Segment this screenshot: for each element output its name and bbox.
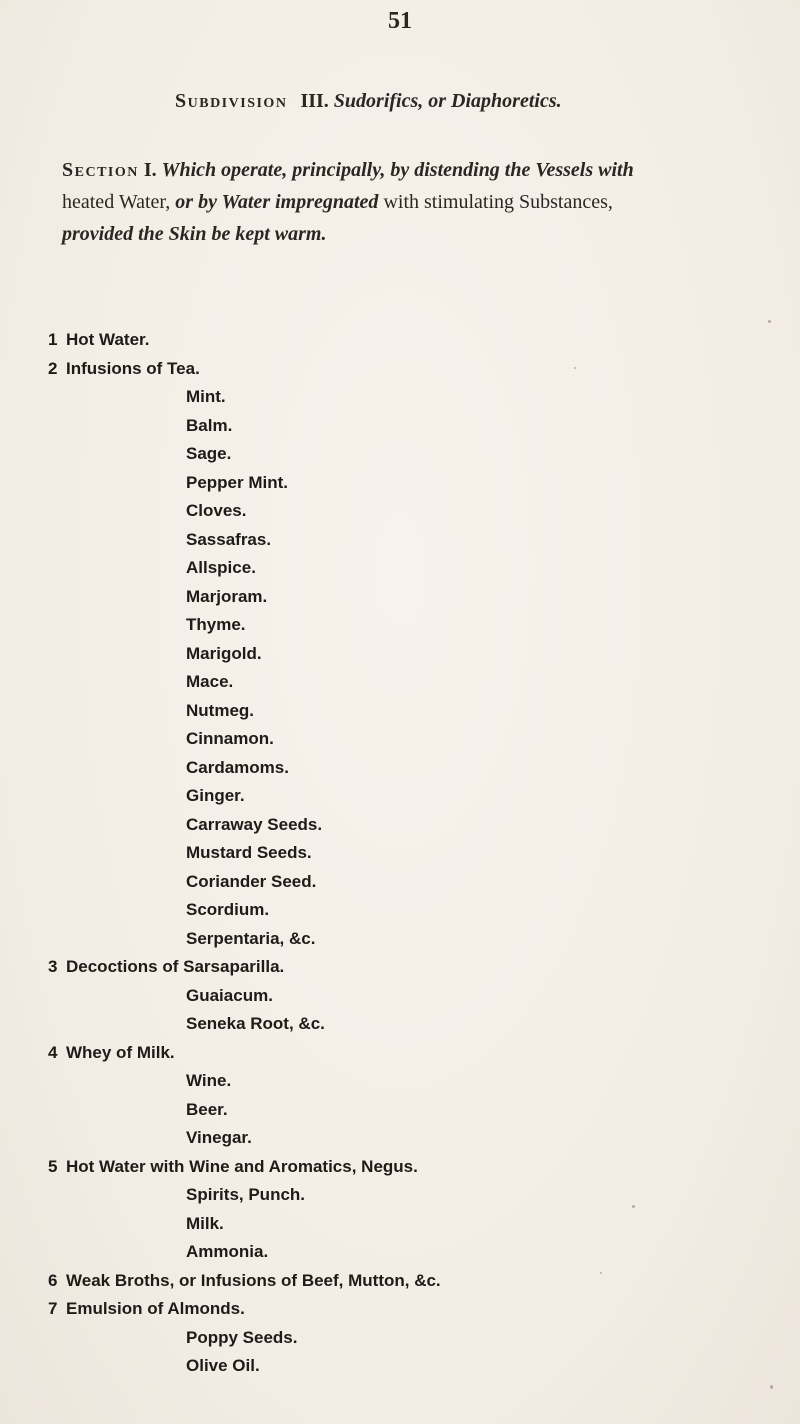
subdivision-label: Subdivision bbox=[175, 90, 288, 112]
section-number: I. bbox=[143, 159, 157, 181]
item-number: 2 bbox=[48, 358, 58, 378]
section-label: Section bbox=[62, 159, 139, 181]
item-subentry: Mustard Seeds. bbox=[186, 843, 312, 862]
item-subentry: Guaiacum. bbox=[186, 985, 273, 1005]
item-subentry: Carraway Seeds. bbox=[186, 814, 323, 834]
item-number: 4 bbox=[48, 1042, 58, 1062]
item-subentry: Wine. bbox=[186, 1071, 232, 1090]
item-subentry: Sage. bbox=[186, 444, 232, 463]
paper-speck bbox=[600, 1272, 602, 1274]
item-subentry: Ammonia. bbox=[186, 1242, 269, 1261]
item-text: Hot Water with Wine and Aromatics, Negus. bbox=[66, 1156, 418, 1176]
item-subentry: Milk. bbox=[186, 1213, 224, 1233]
section-title-part-1: Which operate, principally, by distending the Vessels with bbox=[161, 159, 634, 181]
item-number: 3 bbox=[48, 957, 58, 976]
item-subentry: Coriander Seed. bbox=[186, 871, 317, 891]
item-subentry: Pepper Mint. bbox=[186, 472, 289, 492]
paper-speck bbox=[574, 367, 576, 369]
item-subentry: Thyme. bbox=[186, 615, 246, 634]
item-text: Infusions of Tea. bbox=[66, 358, 200, 378]
item-number: 5 bbox=[48, 1156, 58, 1176]
item-subentry: Cinnamon. bbox=[186, 729, 274, 748]
item-text: Whey of Milk. bbox=[66, 1042, 175, 1062]
item-text: Decoctions of Sarsaparilla. bbox=[66, 957, 285, 976]
item-subentry: Cardamoms. bbox=[186, 757, 289, 777]
item-subentry: Allspice. bbox=[186, 558, 256, 577]
item-subentry: Mint. bbox=[186, 387, 226, 406]
item-subentry: Sassafras. bbox=[186, 529, 272, 549]
item-subentry: Poppy Seeds. bbox=[186, 1327, 298, 1347]
item-number: 7 bbox=[48, 1299, 58, 1318]
item-text: Hot Water. bbox=[66, 330, 150, 349]
section-line-3: provided the Skin be kept warm. bbox=[62, 223, 327, 245]
item-text: Weak Broths, or Infusions of Beef, Mutton, &c. bbox=[66, 1270, 441, 1290]
item-subentry: Ginger. bbox=[186, 786, 245, 805]
item-subentry: Cloves. bbox=[186, 501, 247, 520]
section-text-a: heated Water, bbox=[62, 191, 171, 213]
item-subentry: Serpentaria, &c. bbox=[186, 928, 316, 948]
item-subentry: Nutmeg. bbox=[186, 700, 254, 720]
section-line-1 bbox=[62, 154, 792, 186]
paper-speck bbox=[768, 320, 771, 323]
item-subentry: Olive Oil. bbox=[186, 1356, 260, 1375]
page-number: 51 bbox=[388, 8, 412, 34]
item-subentry: Mace. bbox=[186, 672, 234, 691]
section-text-b: or by Water impregnated bbox=[175, 191, 379, 213]
paper-speck bbox=[632, 1205, 635, 1208]
item-subentry: Beer. bbox=[186, 1099, 228, 1119]
item-subentry: Vinegar. bbox=[186, 1128, 252, 1147]
item-number: 6 bbox=[48, 1270, 58, 1290]
item-text: Emulsion of Almonds. bbox=[66, 1299, 245, 1318]
item-number: 1 bbox=[48, 330, 58, 349]
item-subentry: Marjoram. bbox=[186, 586, 268, 606]
subdivision-heading bbox=[175, 90, 562, 113]
section-line-2 bbox=[62, 186, 792, 218]
item-subentry: Marigold. bbox=[186, 643, 262, 663]
item-subentry: Spirits, Punch. bbox=[186, 1185, 306, 1204]
subdivision-title: Sudorifics, or Diaphoretics. bbox=[333, 90, 562, 112]
subdivision-number: III. bbox=[300, 90, 329, 112]
section-heading bbox=[62, 154, 792, 250]
paper-speck bbox=[770, 1385, 773, 1389]
item-subentry: Balm. bbox=[186, 415, 233, 435]
section-text-c: with stimulating Substances, bbox=[383, 191, 613, 213]
item-subentry: Seneka Root, &c. bbox=[186, 1014, 325, 1033]
item-subentry: Scordium. bbox=[186, 900, 270, 919]
